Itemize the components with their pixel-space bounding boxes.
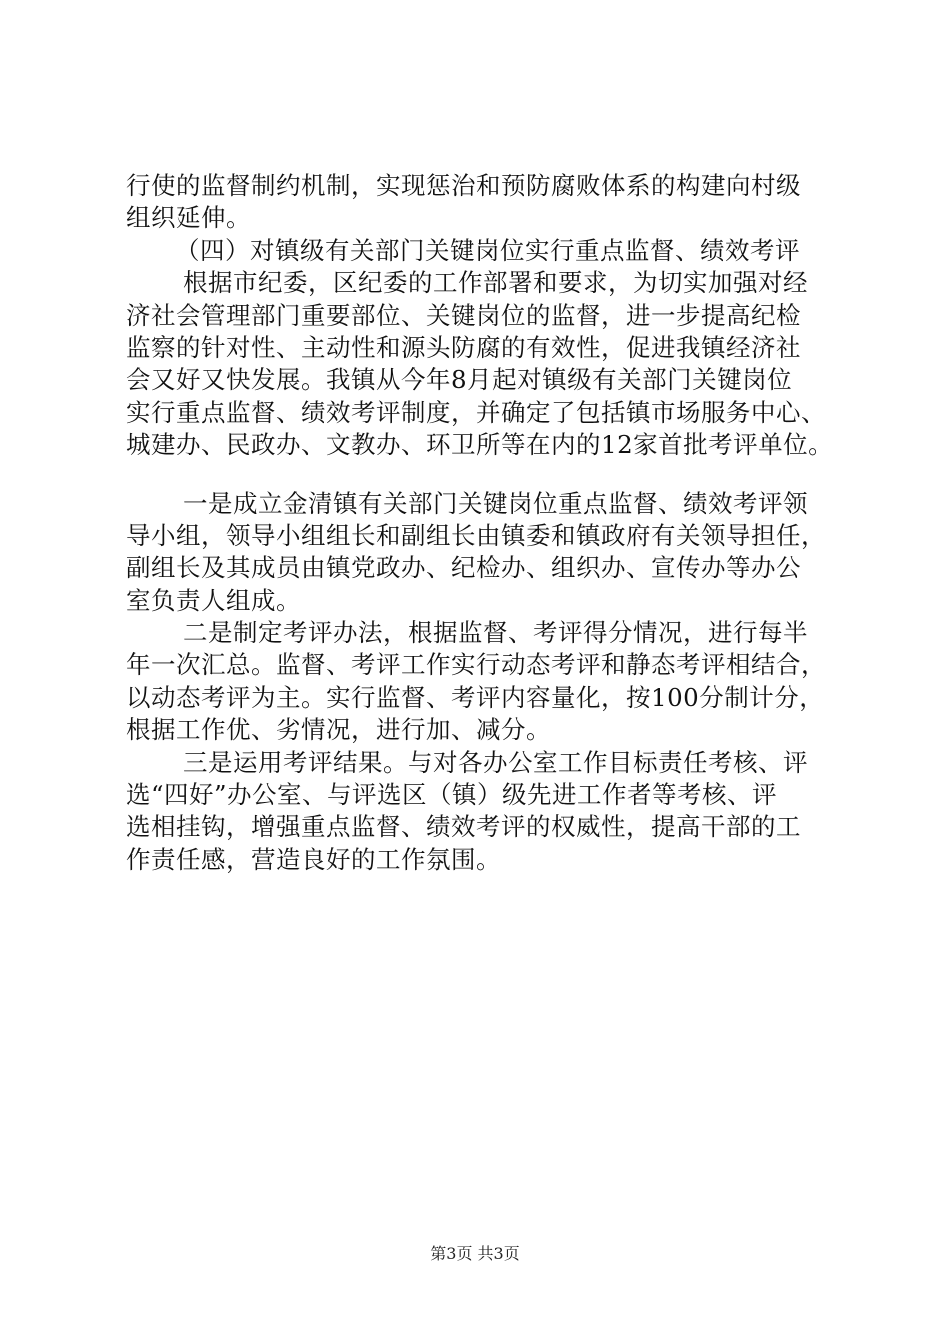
document-body: [126, 170, 842, 876]
text-line: 导小组，领导小组组长和副组长由镇委和镇政府有关领导担任，: [126, 520, 826, 550]
text-line: 济社会管理部门重要部位、关键岗位的监督，进一步提高纪检: [126, 300, 801, 330]
text-line: 实行重点监督、绩效考评制度，并确定了包括镇市场服务中心、: [126, 397, 826, 427]
text-line: 以动态考评为主。实行监督、考评内容量化，按100分制计分，: [126, 682, 825, 712]
section-heading: （四）对镇级有关部门关键岗位实行重点监督、绩效考评: [175, 235, 800, 265]
text-line: 二是制定考评办法，根据监督、考评得分情况，进行每半: [183, 618, 808, 648]
text-line: 选相挂钩，增强重点监督、绩效考评的权威性，提高干部的工: [126, 812, 801, 842]
text-line: 监察的针对性、主动性和源头防腐的有效性，促进我镇经济社: [126, 332, 801, 362]
text-line: 副组长及其成员由镇党政办、纪检办、组织办、宣传办等办公: [126, 553, 801, 583]
text-line: 三是运用考评结果。与对各办公室工作目标责任考核、评: [183, 747, 808, 777]
text-line: 行使的监督制约机制，实现惩治和预防腐败体系的构建向村级: [126, 171, 801, 200]
text-line: 会又好又快发展。我镇从今年8月起对镇级有关部门关键岗位: [126, 365, 793, 395]
text-line: 根据市纪委，区纪委的工作部署和要求，为切实加强对经: [183, 268, 808, 298]
text-line: 根据工作优、劣情况，进行加、减分。: [126, 715, 551, 745]
text-line: 室负责人组成。: [126, 585, 301, 615]
page-footer: [0, 1244, 950, 1264]
page-number: 第3页 共3页: [430, 1244, 520, 1263]
text-line: 年一次汇总。监督、考评工作实行动态考评和静态考评相结合，: [126, 650, 826, 680]
text-line: 一是成立金清镇有关部门关键岗位重点监督、绩效考评领: [183, 488, 808, 518]
text-line: 组织延伸。: [126, 203, 251, 233]
text-line: 城建办、民政办、文教办、环卫所等在内的12家首批考评单位。: [126, 430, 834, 460]
paragraph-gap: [126, 462, 842, 488]
text-line: 选“四好”办公室、与评选区（镇）级先进工作者等考核、评: [126, 780, 778, 810]
text-line: 作责任感，营造良好的工作氛围。: [126, 844, 501, 874]
